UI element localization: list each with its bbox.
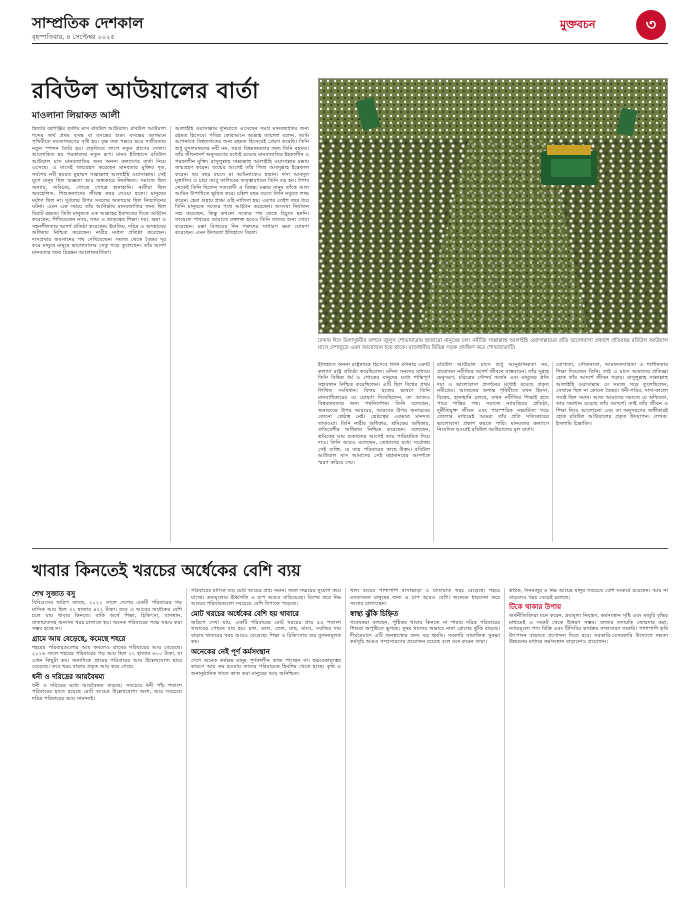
article-column-3 [318,362,430,542]
paper-name: সাম্প্রতিক দেশকাল [32,14,144,32]
article-column-5 [556,362,668,542]
article-headline: রবিউল আউয়ালের বার্তা [32,78,259,104]
column-divider [552,362,553,542]
masthead [0,0,700,60]
article-byline: মাওলানা লিয়াকত আলী [32,111,120,121]
article-text: জরিপে দেখা যায়, একটি পরিবারের মোট খরচের প্রায় ৫৫ শতাংশ খাবারের পেছনে ব্যয় হয়। চাল, ডাল, তেল, মাছ, মাংস, সবজির দাম বাড়ায় খাবারের খরচ আরও বেড়েছে। শিক্ষা ও চিকিৎসায় ব্যয় তুলনামূলক কম। [191,619,341,645]
crowd-procession-photo [318,78,668,334]
date-line: বৃহস্পতিবার, ৪ সেপ্টেম্বর ২০২৫ [32,33,115,41]
article-text: আলাইহি ওয়াসাল্লাম দুনিয়াতে এসেছেন সমগ্র মানবজাতির জন্য রহমত হিসেবে। পবিত্র কোরআনে আল্লাহ তায়ালা বলেন, আমি আপনাকে বিশ্বজগতের জন্য রহমত হিসেবেই প্রেরণ করেছি। তিনি শুধু মুসলমানদের নবী নন, সমগ্র বিশ্বমানবতার জন্য তিনি রহমত। তাঁর জীবনাদর্শ অনুসরণের মধ্যেই রয়েছে মানবজাতির ইহকালীন ও পরকালীন মুক্তি। রাসুলুল্লাহ সাল্লাল্লাহু আলাইহি ওয়াসাল্লাম মক্কায় জন্মগ্রহণ করেন। জন্মের আগেই তাঁর পিতা আবদুল্লাহ ইন্তেকাল করেন। ছয় বছর বয়সে মা আমিনাকেও হারান। দাদা আবদুল মুত্তালিব ও চাচা আবু তালিবের তত্ত্বাবধানে তিনি বড় হন। শৈশব থেকেই তিনি ছিলেন সত্যবাদী ও বিশ্বস্ত। মক্কার মানুষ তাঁকে আল আমিন উপাধিতে ভূষিত করে। চল্লিশ বছর বয়সে তিনি নবুয়ত লাভ করেন। হেরা গুহায় প্রথম ওহি নাজিল হয়। এরপর তেইশ বছর ধরে তিনি মানুষকে সত্যের পথে আহ্বান করেছেন। অসংখ্য নির্যাতন সহ্য করেছেন, কিন্তু কখনো সত্যের পথ থেকে বিচ্যুত হননি। তায়েফে পাথরের আঘাতে রক্তাক্ত হয়েও তিনি তাদের জন্য দোয়া করেছেন। মক্কা বিজয়ের দিন শত্রুদের সাধারণ ক্ষমা ঘোষণা করেছেন। এমন উদারতা ইতিহাসে বিরল। [175,126,309,236]
column-divider [433,362,434,542]
article-column-2 [175,126,309,542]
article2-column-3 [350,588,500,888]
column-divider [504,588,505,888]
section-name: মুক্তবচন [560,18,596,31]
article-text: হিজরি বর্ষপঞ্জির তৃতীয় মাস রবিউল আউয়াল। রবিউল আউয়াল শব্দের অর্থ প্রথম বসন্ত বা বসন্তের শুরু। বসন্তের আগমনে পৃথিবীতে নবজাগরণের সৃষ্টি হয়। বৃক্ষ তরু পল্লবে ভরে সজীবতার নতুন স্পন্দন তৈরি হয়। প্রকৃতিতে লাগে নতুন প্রাণের দোলা। আলোকিত হয় পরকালের নতুন রূপ। মানব ইতিহাসে রবিউল আউয়াল মাস মানবজাতির জন্য অনন্য কল্যাণের বার্তা নিয়ে এসেছে। এ মাসেই জন্মগ্রহণ করেছেন মানবতার মুক্তির দূত, সর্বশেষ নবী হযরত মুহাম্মদ সাল্লাল্লাহু আলাইহি ওয়াসাল্লাম। সেই যুগে মানুষ ছিল অজ্ঞতা আর অন্ধকারে নিমজ্জিত। সমাজে ছিল অন্যায়, অবিচার, গোত্রে গোত্রে হানাহানি। নারীরা ছিল অবহেলিত, শিশুকন্যাদের জীবন্ত কবর দেওয়া হতো। মানুষের মর্যাদা ছিল না। দুর্বলের উপর সবলের অত্যাচার ছিল নিত্যদিনের ঘটনা। এমন এক সময়ে তাঁর আবির্ভাব মানবজাতির জন্য ছিল বিরাট রহমত। তিনি মানুষকে এক আল্লাহর ইবাদতের দিকে আহ্বান করেছেন, শিখিয়েছেন ন্যায়, সাম্য ও ভ্রাতৃত্বের শিক্ষা। দয়া, ক্ষমা ও সহনশীলতার আদর্শ প্রতিষ্ঠা করেছেন। ইয়াতিম, দরিদ্র ও অসহায়ের অধিকার নিশ্চিত করেছেন। নারীর মর্যাদা প্রতিষ্ঠা করেছেন। দাসপ্রথার অবসানের পথ দেখিয়েছেন। সমাজ থেকে বৈষম্য দূর করে মানুষে মানুষে ভালোবাসার সেতু গড়ে তুলেছেন। তাঁর আদর্শ মানবতার জন্য চিরন্তন আলোকবর্তিকা। [32,126,166,256]
article-text: ধনী ও দরিদ্রের মধ্যে আয়বৈষম্য বাড়ছে। সবচেয়ে ধনী পাঁচ শতাংশ পরিবারের হাতে রয়েছে মোট আয়ের উল্লেখযোগ্য অংশ, আর সবচেয়ে দরিদ্র পরিবারের আয় সামান্যই। [32,682,182,702]
article2-column-2 [191,588,341,888]
article-text: ইতিহাসে অনন্য রাষ্ট্রনায়ক হিসেবে তিনি মদিনায় একটি কল্যাণ রাষ্ট্র প্রতিষ্ঠা করেছিলেন। মদিনা সনদের মাধ্যমে তিনি বিভিন্ন ধর্ম ও গোত্রের মানুষের মধ্যে শান্তিপূর্ণ সহাবস্থান নিশ্চিত করেছিলেন। এটি ছিল বিশ্বের প্রথম লিখিত সংবিধান। বিদায় হজের ভাষণে তিনি মানবাধিকারের যে ঘোষণা দিয়েছিলেন, তা আজও বিশ্বমানবতার জন্য পথনির্দেশক। তিনি বলেছেন, অনারবের উপর আরবের, আরবের উপর অনারবের কোনো শ্রেষ্ঠত্ব নেই। শ্রেষ্ঠত্বের একমাত্র মানদণ্ড তাকওয়া। তিনি নারীর অধিকার, শ্রমিকের অধিকার, প্রতিবেশীর অধিকার নিশ্চিত করেছেন। বলেছেন, শ্রমিকের ঘাম শুকানোর আগেই তার পারিশ্রমিক দিয়ে দাও। তিনি আরও বলেছেন, তোমাদের মধ্যে সর্বোত্তম সেই ব্যক্তি, যে তার পরিবারের কাছে উত্তম। রবিউল আউয়াল মাস আমাদের সেই মহামানবের আদর্শকে স্মরণ করিয়ে দেয়। [318,362,430,466]
photo-caption: ঢাকায় ঈদে মিলাদুন্নবীর জশনে জুলুস শোভাযাত্রায় হাজারো মানুষের ঢল। নবীজি সাল্লাল্লাহু আলাইহি ওয়াসাল্লামের প্রতি ভালোবাসা প্রকাশে প্রতিবছর রবিউল আউয়াল মাসে দেশজুড়ে এমন আয়োজন হয়ে থাকে। রাজধানীর বিভিন্ন সড়ক প্রদক্ষিণ করে শোভাযাত্রাটি। [318,338,668,351]
subheading: অনেকের নেই পূর্ণ কর্মসংস্থান [191,647,270,656]
article-text: রবিউল আউয়াল মাসে শুধু আনুষ্ঠানিকতা নয়, প্রয়োজন নবীজির আদর্শ জীবনে বাস্তবায়ন। তাঁর সুন্নাহ অনুসরণ, চরিত্রের সৌন্দর্য অর্জন এবং মানুষের প্রতি দয়া ও ভালোবাসা প্রদর্শনের মধ্যেই রয়েছে প্রকৃত নবীপ্রেম। আজকের অশান্ত পৃথিবীতে যখন হিংসা, বিদ্বেষ, হানাহানি চলছে, তখন নবীজির শিক্ষাই হতে পারে শান্তির পথ। সমাজে ন্যায়বিচার প্রতিষ্ঠা, দুর্নীতিমুক্ত জীবন এবং পারস্পরিক সহমর্মিতা গড়ে তোলার মাধ্যমেই আমরা তাঁর প্রতি সত্যিকারের ভালোবাসা প্রকাশ করতে পারি। মানবতার কল্যাণে নিবেদিত হওয়াই রবিউল আউয়ালের মূল বার্তা। [437,362,549,433]
crowd-image [319,79,668,334]
header-rule [32,43,668,44]
subheading: টিকে থাকার উপায় [509,603,562,611]
article-text: বিবিএসের জরিপ বলছে, ২০২২ সালে দেশের একটি পরিবারের গড় মাসিক আয় ছিল ৩২ হাজার ৪২২ টাকা। তবে এ আয়ের অর্ধেকের বেশি চলে যায় খাবার কিনতে। বাকি অর্থে শিক্ষা, চিকিৎসা, বাসস্থান, যাতায়াতসহ অন্যান্য খরচ চালাতে হয়। অনেক পরিবারের পক্ষে সঞ্চয় করা সম্ভব হচ্ছে না। [32,600,182,632]
subheading: মোট খরচের অর্ধেকের বেশি হয় খাবারে [191,609,299,618]
article2-headline: খাবার কিনতেই খরচের অর্ধেকের বেশি ব্যয় [32,561,301,580]
article2-column-4 [509,588,668,888]
page-number: ৩ [636,10,666,40]
article-text: শহরের পরিবারগুলোর আয় কমলেও গ্রামের পরিবারের আয় বেড়েছে। ২০১৬ সালে শহরের পরিবারের গড় আয় ছিল ২২ হাজার ৬০০ টাকা, যা এখন কিছুটা কম। অন্যদিকে গ্রামের পরিবারের আয় উল্লেখযোগ্য হারে বেড়েছে। তবে খরচ বাড়ায় প্রকৃত আয় কমে গেছে। [32,644,182,670]
article2-column-1 [32,588,182,888]
article-text: অর্থনীতিবিদরা মনে করেন, দ্রব্যমূল্য নিয়ন্ত্রণ, কর্মসংস্থান সৃষ্টি এবং মজুরি বৃদ্ধির মাধ্যমেই এ সংকট থেকে উত্তরণ সম্ভব। বাজার তদারকি জোরদার করা, ন্যায্যমূল্যে পণ্য বিক্রি এবং টিসিবির কার্যক্রম সম্প্রসারণ জরুরি। পাশাপাশি কৃষি উৎপাদন বাড়াতে প্রণোদনা দিতে হবে। সরকারি-বেসরকারি উদ্যোগে দক্ষতা উন্নয়নের মাধ্যমে কর্মসংস্থান বাড়ানোও প্রয়োজন। [509,613,668,645]
column-divider [345,588,346,888]
article-text: শ্রমিক, দিনমজুর ও নিম্ন আয়ের মানুষ সবচেয়ে বেশি সংকটে রয়েছেন। আয় না বাড়লেও খরচ বেড়েই চলেছে। [509,588,668,601]
article-text: পরিবারের মাসিক ব্যয় মোট আয়ের প্রায় সমান। ফলে সঞ্চয়ের সুযোগ কমে যাচ্ছে। দ্রব্যমূল্যের ঊর্ধ্বগতি এ চাপ আরও বাড়িয়েছে। বিশেষ করে নিম্ন আয়ের পরিবারগুলো সবচেয়ে বেশি বিপাকে পড়েছে। [191,588,341,607]
subheading: স্বাস্থ্য ঝুঁকি চিহ্নিত [350,609,399,618]
article-text: গবেষকরা বলছেন, পুষ্টিকর খাবার কিনতে না পারায় দরিদ্র পরিবারের শিশুরা অপুষ্টিতে ভুগছে। সুষম খাদ্যের অভাবে নানা রোগের ঝুঁকি বাড়ছে। দীর্ঘমেয়াদে এটি জনস্বাস্থ্যের জন্য বড় হুমকি। সরকারি সামাজিক সুরক্ষা কর্মসূচি আরও সম্প্রসারণের প্রয়োজন রয়েছে বলে মনে করেন তারা। [350,619,500,645]
article-text: দেশে অনেক কর্মক্ষম মানুষ পূর্ণকালীন কাজ পাচ্ছেন না। ছদ্মবেকারত্বের কারণে আয় কম হওয়ায় তাদের পরিবারকে হিমশিম খেতে হচ্ছে। কৃষি ও অনানুষ্ঠানিক খাতে কাজ করা মানুষের আয় অনিশ্চিত। [191,657,341,677]
article-text: যোগ্যতা, সৌজন্যতা, আমানতদারিতা ও শালীনতার শিক্ষা দিয়েছেন তিনি। তাই এ মাসে আমাদের প্রতিজ্ঞা হোক তাঁর আদর্শে জীবন গড়ার। রাসুলুল্লাহ সাল্লাল্লাহু আলাইহি ওয়াসাল্লাম যে সমাজ গড়ে তুলেছিলেন, সেখানে ছিল না কোনো বৈষম্য। ধনী-গরিব, সাদা-কালো সবাই ছিল সমান। আজ আমাদের সমাজে যে অস্থিরতা, তার সমাধান রয়েছে তাঁর আদর্শে। তাই তাঁর জীবন ও শিক্ষা নিয়ে আলোচনা এবং তা অনুসরণের অঙ্গীকারই হোক রবিউল আউয়ালের প্রকৃত উদযাপন। লেখক: ইসলামি চিন্তাবিদ। [556,362,668,427]
article-column-1 [32,126,166,542]
subheading: গ্রামে আয় বেড়েছে, কমেছে শহরে [32,634,126,643]
column-divider [170,126,171,542]
subheading: ধনী ও দরিদ্রের আয়বৈষম্য [32,672,105,681]
column-divider [186,588,187,888]
article-separator [32,548,668,549]
article-text: খাদ্য ব্যয়ের পাশাপাশি বাসাভাড়া ও যাতায়াত খরচ বেড়েছে। শহরে বসবাসরত মানুষের জন্য এ চাপ আরও বেশি। অনেকে ধারদেনা করে সংসার চালাচ্ছেন। [350,588,500,607]
author-name: শেখ সুজাত বসু [32,590,76,598]
article-column-4 [437,362,549,542]
